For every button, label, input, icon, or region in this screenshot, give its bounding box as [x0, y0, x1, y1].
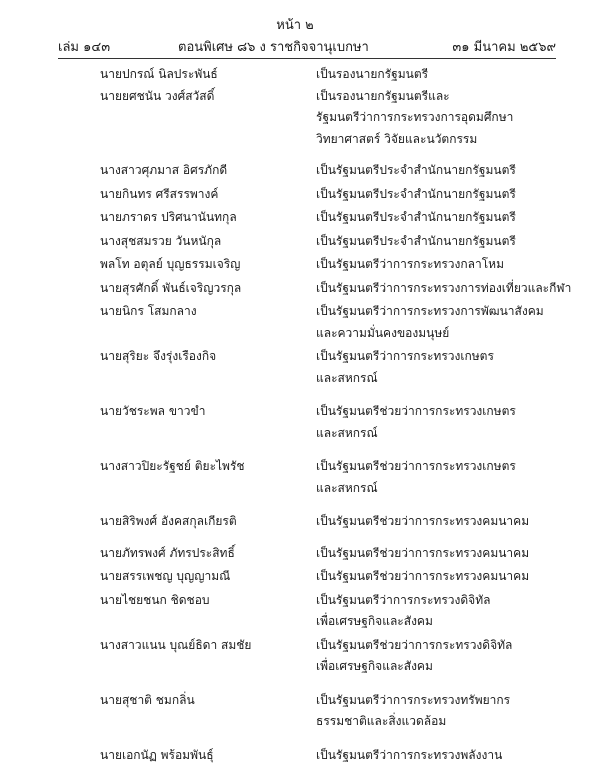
- gazette-title: ราชกิจจานุเบกษา: [270, 40, 369, 55]
- appointment-list: [0, 64, 590, 774]
- position-line: และสหกรณ์: [316, 425, 378, 440]
- appointee-name: นายเอกนัฏ พร้อมพันธุ์: [100, 747, 214, 762]
- appointee-name: นางสาวแนน บุณย์ธิดา สมชัย: [100, 637, 252, 652]
- appointment-entry: [0, 160, 590, 182]
- position-line: เป็นรัฐมนตรีประจำสำนักนายกรัฐมนตรี: [316, 186, 516, 201]
- appointee-name: นางสาวศุภมาส อิศรภักดี: [100, 163, 228, 177]
- appointment-position: [316, 278, 574, 300]
- appointment-entry: [0, 590, 590, 633]
- appointment-entry: [0, 543, 590, 565]
- appointment-entry: [0, 511, 590, 533]
- position-line: ธรรมชาติและสิ่งแวดล้อม: [316, 714, 447, 728]
- position-line: เป็นรัฐมนตรีช่วยว่าการกระทรวงเกษตร: [316, 404, 516, 418]
- appointee-name: นายนิกร โสมกลาง: [100, 304, 197, 318]
- appointment-position: [316, 690, 574, 733]
- appointment-position: [316, 184, 574, 206]
- position-line: เป็นรัฐมนตรีว่าการกระทรวงเกษตร: [316, 349, 494, 363]
- appointment-position: [316, 456, 574, 499]
- position-line: เป็นรัฐมนตรีว่าการกระทรวงพลังงาน: [316, 747, 503, 762]
- appointee-name: นายวัชระพล ขาวขำ: [100, 404, 206, 418]
- appointment-entry: [0, 690, 590, 733]
- position-line: เป็นรองนายกรัฐมนตรี: [316, 67, 429, 81]
- appointment-position: [316, 590, 574, 633]
- position-line: เป็นรัฐมนตรีว่าการกระทรวงการท่องเที่ยวและกีฬา: [316, 280, 572, 295]
- position-line: และสหกรณ์: [316, 370, 378, 385]
- position-line: เป็นรัฐมนตรีช่วยว่าการกระทรวงดิจิทัล: [316, 637, 513, 652]
- appointment-position: [316, 745, 574, 767]
- appointment-position: [316, 160, 574, 182]
- position-line: เป็นรองนายกรัฐมนตรีและ: [316, 88, 450, 103]
- position-line: เป็นรัฐมนตรีช่วยว่าการกระทรวงคมนาคม: [316, 545, 530, 560]
- appointment-entry: [0, 64, 590, 86]
- appointment-entry: [0, 346, 590, 389]
- appointment-entry: [0, 401, 590, 444]
- position-line: เป็นรัฐมนตรีประจำสำนักนายกรัฐมนตรี: [316, 163, 516, 177]
- gazette-header: [58, 36, 556, 56]
- appointee-name: นางสาวปิยะรัฐชย์ ติยะไพรัช: [100, 459, 245, 473]
- position-line: เป็นรัฐมนตรีประจำสำนักนายกรัฐมนตรี: [316, 210, 516, 224]
- position-line: วิทยาศาสตร์ วิจัยและนวัตกรรม: [316, 131, 478, 146]
- appointment-position: [316, 401, 574, 444]
- position-line: และสหกรณ์: [316, 480, 378, 495]
- appointee-name: นายไชยชนก ชิดชอบ: [100, 592, 210, 607]
- position-line: เป็นรัฐมนตรีว่าการกระทรวงดิจิทัล: [316, 592, 491, 607]
- appointment-entry: [0, 745, 590, 767]
- appointment-entry: [0, 184, 590, 206]
- appointment-position: [316, 346, 574, 389]
- position-line: เพื่อเศรษฐกิจและสังคม: [316, 659, 433, 673]
- appointee-name: นายปกรณ์ นิลประพันธ์: [100, 67, 218, 81]
- appointee-name: นายสิริพงศ์ อังคสกุลเกียรติ: [100, 514, 237, 528]
- appointment-position: [316, 301, 574, 344]
- position-line: และความมั่นคงของมนุษย์: [316, 325, 450, 340]
- appointment-position: [316, 86, 574, 151]
- appointment-position: [316, 207, 574, 229]
- appointment-position: [316, 566, 574, 588]
- appointment-entry: [0, 254, 590, 276]
- appointment-position: [316, 511, 574, 533]
- position-line: เพื่อเศรษฐกิจและสังคม: [316, 614, 433, 628]
- appointment-position: [316, 231, 574, 253]
- appointee-name: นายสุริยะ จึงรุ่งเรืองกิจ: [100, 349, 217, 363]
- appointee-name: นายกินทร ศรีสรรพางค์: [100, 186, 219, 201]
- volume-label: เล่ม ๑๔๓: [58, 40, 111, 55]
- appointment-entry: [0, 231, 590, 253]
- appointee-name: นายภัทรพงศ์ ภัทรประสิทธิ์: [100, 545, 235, 560]
- appointee-name: นายภราดร ปริศนานันทกุล: [100, 210, 237, 224]
- position-line: เป็นรัฐมนตรีว่าการกระทรวงทรัพยากร: [316, 692, 511, 707]
- appointee-name: นางสุชสมรวย วันหนักุล: [100, 233, 222, 248]
- position-line: เป็นรัฐมนตรีว่าการกระทรวงกลาโหม: [316, 257, 504, 271]
- appointment-entry: [0, 86, 590, 151]
- position-line: เป็นรัฐมนตรีช่วยว่าการกระทรวงคมนาคม: [316, 569, 530, 583]
- appointment-entry: [0, 301, 590, 344]
- appointment-entry: [0, 207, 590, 229]
- page-number: หน้า ๒: [276, 18, 314, 33]
- appointment-entry: [0, 456, 590, 499]
- issue-date: ๓๑ มีนาคม ๒๕๖๙: [452, 40, 556, 55]
- position-line: เป็นรัฐมนตรีช่วยว่าการกระทรวงคมนาคม: [316, 514, 530, 528]
- appointment-position: [316, 543, 574, 565]
- appointment-position: [316, 254, 574, 276]
- appointee-name: นายสุรศักดิ์ พันธ์เจริญวรกุล: [100, 280, 242, 295]
- position-line: เป็นรัฐมนตรีประจำสำนักนายกรัฐมนตรี: [316, 233, 516, 248]
- appointee-name: นายสุชาติ ชมกลิ่น: [100, 692, 195, 707]
- header-divider: [58, 58, 556, 59]
- appointment-entry: [0, 635, 590, 678]
- appointment-entry: [0, 278, 590, 300]
- position-line: เป็นรัฐมนตรีว่าการกระทรวงการพัฒนาสังคม: [316, 304, 544, 318]
- appointment-position: [316, 64, 574, 86]
- position-line: รัฐมนตรีว่าการกระทรวงการอุดมศึกษา: [316, 110, 514, 124]
- appointment-entry: [0, 566, 590, 588]
- position-line: เป็นรัฐมนตรีช่วยว่าการกระทรวงเกษตร: [316, 459, 516, 473]
- appointee-name: นายสรรเพชญ บุญญามณี: [100, 569, 231, 583]
- appointment-position: [316, 635, 574, 678]
- appointee-name: นายยศชนัน วงศ์สวัสดิ์: [100, 88, 215, 103]
- issue-label: ตอนพิเศษ ๘๖ ง: [178, 40, 266, 55]
- appointee-name: พลโท อตุลย์ บุญธรรมเจริญ: [100, 257, 241, 271]
